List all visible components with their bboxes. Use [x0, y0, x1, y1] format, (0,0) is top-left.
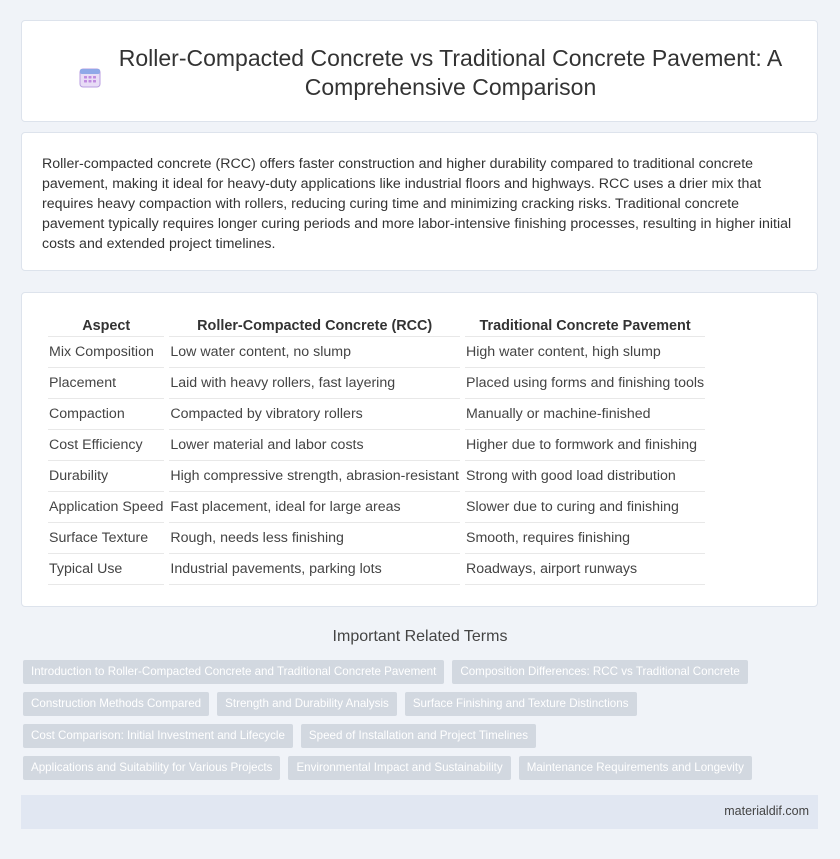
column-header: Traditional Concrete Pavement [465, 315, 705, 337]
traditional-cell: Roadways, airport runways [465, 554, 705, 585]
rcc-cell: Low water content, no slump [169, 337, 460, 368]
traditional-cell: Manually or machine-finished [465, 399, 705, 430]
table-row [48, 368, 705, 399]
aspect-cell: Surface Texture [48, 523, 164, 554]
table-row [48, 461, 705, 492]
rcc-cell: Rough, needs less finishing [169, 523, 460, 554]
aspect-cell: Mix Composition [48, 337, 164, 368]
related-term-tag[interactable]: Composition Differences: RCC vs Traditional Concrete [452, 660, 747, 684]
related-term-tag[interactable]: Surface Finishing and Texture Distinctions [405, 692, 637, 716]
related-term-tag[interactable]: Applications and Suitability for Various Projects [23, 756, 280, 780]
rcc-cell: Fast placement, ideal for large areas [169, 492, 460, 523]
traditional-cell: High water content, high slump [465, 337, 705, 368]
column-header: Roller-Compacted Concrete (RCC) [169, 315, 460, 337]
intro-text: Roller-compacted concrete (RCC) offers faster construction and higher durability compared to traditional concrete pavement, making it ideal for heavy-duty applications like industrial floors and highways. RCC uses a drier mix that requires heavy compaction with rollers, reducing curing time and minimizing cracking risks. Traditional concrete pavement typically requires longer curing periods and more labor-intensive finishing processes, resulting in higher initial costs and extended project timelines. [42, 156, 792, 253]
tag-row [23, 692, 813, 716]
related-terms-title: Important Related Terms [332, 628, 508, 645]
traditional-cell: Placed using forms and finishing tools [465, 368, 705, 399]
related-term-tag[interactable]: Strength and Durability Analysis [217, 692, 397, 716]
aspect-cell: Placement [48, 368, 164, 399]
tag-row [23, 660, 813, 684]
related-term-tag[interactable]: Maintenance Requirements and Longevity [519, 756, 752, 780]
table-row [48, 430, 705, 461]
table-row [48, 523, 705, 554]
comparison-table-card [21, 292, 818, 607]
table-header-row [48, 315, 705, 337]
rcc-cell: High compressive strength, abrasion-resistant [169, 461, 460, 492]
traditional-cell: Higher due to formwork and finishing [465, 430, 705, 461]
aspect-cell: Typical Use [48, 554, 164, 585]
traditional-cell: Slower due to curing and finishing [465, 492, 705, 523]
rcc-cell: Industrial pavements, parking lots [169, 554, 460, 585]
rcc-cell: Lower material and labor costs [169, 430, 460, 461]
related-terms-list [23, 660, 813, 788]
column-header: Aspect [48, 315, 164, 337]
aspect-cell: Cost Efficiency [48, 430, 164, 461]
table-row [48, 337, 705, 368]
table-row [48, 492, 705, 523]
aspect-cell: Compaction [48, 399, 164, 430]
traditional-cell: Strong with good load distribution [465, 461, 705, 492]
aspect-cell: Application Speed [48, 492, 164, 523]
calendar-icon [78, 65, 102, 89]
intro-card [21, 132, 818, 271]
rcc-cell: Compacted by vibratory rollers [169, 399, 460, 430]
table-row [48, 554, 705, 585]
related-term-tag[interactable]: Environmental Impact and Sustainability [288, 756, 510, 780]
aspect-cell: Durability [48, 461, 164, 492]
comparison-table [43, 315, 710, 585]
footer-site[interactable]: materialdif.com [724, 804, 809, 818]
tag-row [23, 724, 813, 748]
header-card [21, 20, 818, 122]
traditional-cell: Smooth, requires finishing [465, 523, 705, 554]
related-term-tag[interactable]: Cost Comparison: Initial Investment and Lifecycle [23, 724, 293, 748]
footer [21, 795, 818, 829]
tag-row [23, 756, 813, 780]
related-term-tag[interactable]: Introduction to Roller-Compacted Concrete and Traditional Concrete Pavement [23, 660, 444, 684]
table-row [48, 399, 705, 430]
rcc-cell: Laid with heavy rollers, fast layering [169, 368, 460, 399]
related-term-tag[interactable]: Construction Methods Compared [23, 692, 209, 716]
related-term-tag[interactable]: Speed of Installation and Project Timelines [301, 724, 536, 748]
page-title: Roller-Compacted Concrete vs Traditional Concrete Pavement: A Comprehensive Comparison [118, 45, 783, 100]
